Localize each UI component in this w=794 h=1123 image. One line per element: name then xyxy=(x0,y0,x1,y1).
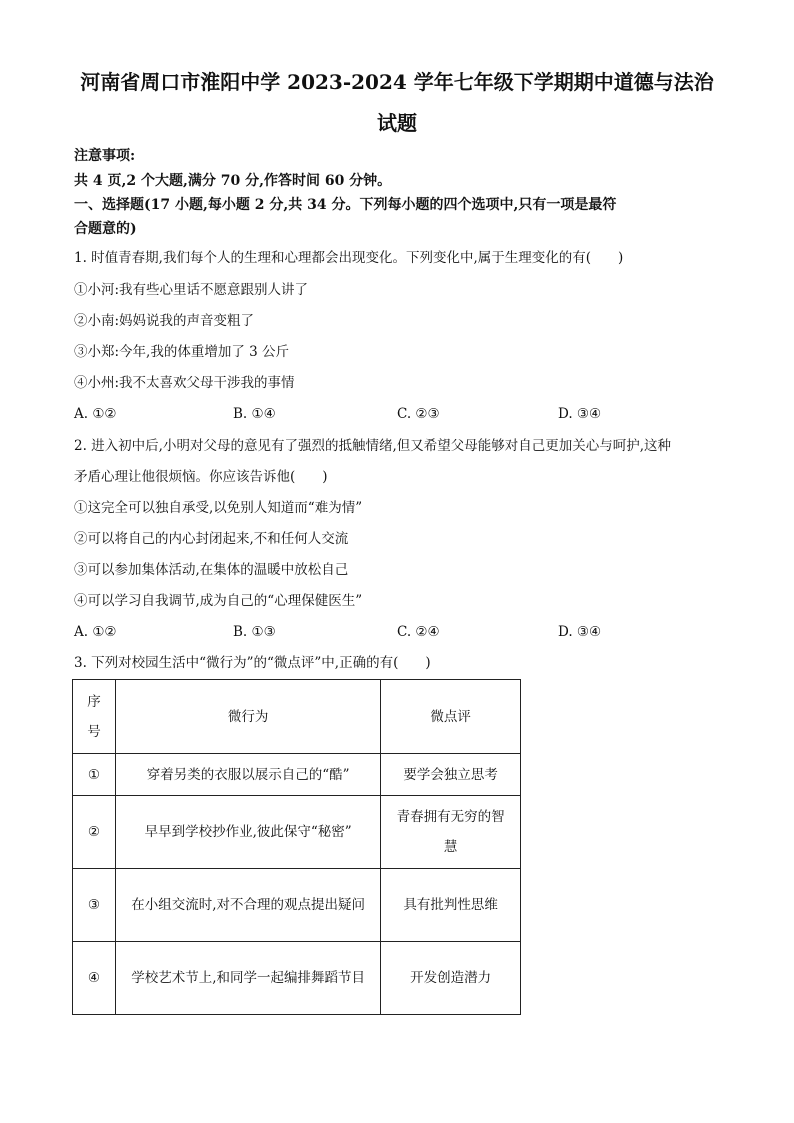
question-1-item: ②小南:妈妈说我的声音变粗了 xyxy=(74,313,255,329)
question-2-item: ①这完全可以独自承受,以免别人知道而“难为情” xyxy=(74,500,363,516)
question-2-option-d: D. ③④ xyxy=(558,624,602,640)
question-1-option-b: B. ①④ xyxy=(233,406,276,422)
table-cell: 在小组交流时,对不合理的观点提出疑问 xyxy=(115,869,380,942)
table-cell: ① xyxy=(73,754,116,796)
question-1-option-c: C. ②③ xyxy=(397,406,440,422)
question-2-option-a: A. ①② xyxy=(74,624,117,640)
table-header-cell: 微行为 xyxy=(115,680,380,754)
question-2-stem: 2. 进入初中后,小明对父母的意见有了强烈的抵触情绪,但又希望父母能够对自己更加关心与呵护,这种 xyxy=(74,438,672,454)
question-2-item: ②可以将自己的内心封闭起来,不和任何人交流 xyxy=(74,531,349,547)
question-1-item: ①小河:我有些心里话不愿意跟别人讲了 xyxy=(74,282,309,298)
table-cell: ③ xyxy=(73,869,116,942)
table-cell: 开发创造潜力 xyxy=(381,942,521,1015)
question-1-option-d: D. ③④ xyxy=(558,406,602,422)
table-row xyxy=(73,869,521,942)
question-2-option-b: B. ①③ xyxy=(233,624,276,640)
question-2-item: ③可以参加集体活动,在集体的温暖中放松自己 xyxy=(74,562,349,578)
table-header-cell: 微点评 xyxy=(381,680,521,754)
table-cell: 青春拥有无穷的智慧 xyxy=(381,796,521,869)
table-row xyxy=(73,942,521,1015)
table-cell: ④ xyxy=(73,942,116,1015)
table-cell: 要学会独立思考 xyxy=(381,754,521,796)
table-cell: 学校艺术节上,和同学一起编排舞蹈节目 xyxy=(115,942,380,1015)
table-cell: 穿着另类的衣服以展示自己的“酷” xyxy=(115,754,380,796)
exam-info: 共 4 页,2 个大题,满分 70 分,作答时间 60 分钟。 xyxy=(74,173,392,189)
table-row xyxy=(73,796,521,869)
page-title-continued: 试题 xyxy=(377,111,417,135)
notice-heading: 注意事项: xyxy=(74,148,136,164)
section-heading: 一、选择题(17 小题,每小题 2 分,共 34 分。下列每小题的四个选项中,只有一项是最符 xyxy=(74,197,617,213)
question-1-option-a: A. ①② xyxy=(74,406,117,422)
section-heading-continued: 合题意的) xyxy=(74,221,137,237)
question-3-table xyxy=(72,679,521,1015)
question-2-item: ④可以学习自我调节,成为自己的“心理保健医生” xyxy=(74,593,363,609)
page-title: 河南省周口市淮阳中学 2023-2024 学年七年级下学期期中道德与法治 xyxy=(80,70,714,94)
table-cell: 早早到学校抄作业,彼此保守“秘密” xyxy=(115,796,380,869)
table-header-row xyxy=(73,680,521,754)
table-cell: 具有批判性思维 xyxy=(381,869,521,942)
table-header-cell: 序号 xyxy=(73,680,116,754)
question-3-stem: 3. 下列对校园生活中“微行为”的“微点评”中,正确的有( ) xyxy=(74,655,431,671)
table-cell: ② xyxy=(73,796,116,869)
table-row xyxy=(73,754,521,796)
question-1-stem: 1. 时值青春期,我们每个人的生理和心理都会出现变化。下列变化中,属于生理变化的有( ) xyxy=(74,250,624,266)
question-1-item: ③小郑:今年,我的体重增加了 3 公斤 xyxy=(74,344,290,360)
question-1-item: ④小州:我不太喜欢父母干涉我的事情 xyxy=(74,375,295,391)
question-2-stem-continued: 矛盾心理让他很烦恼。你应该告诉他( ) xyxy=(74,469,328,485)
question-2-option-c: C. ②④ xyxy=(397,624,440,640)
